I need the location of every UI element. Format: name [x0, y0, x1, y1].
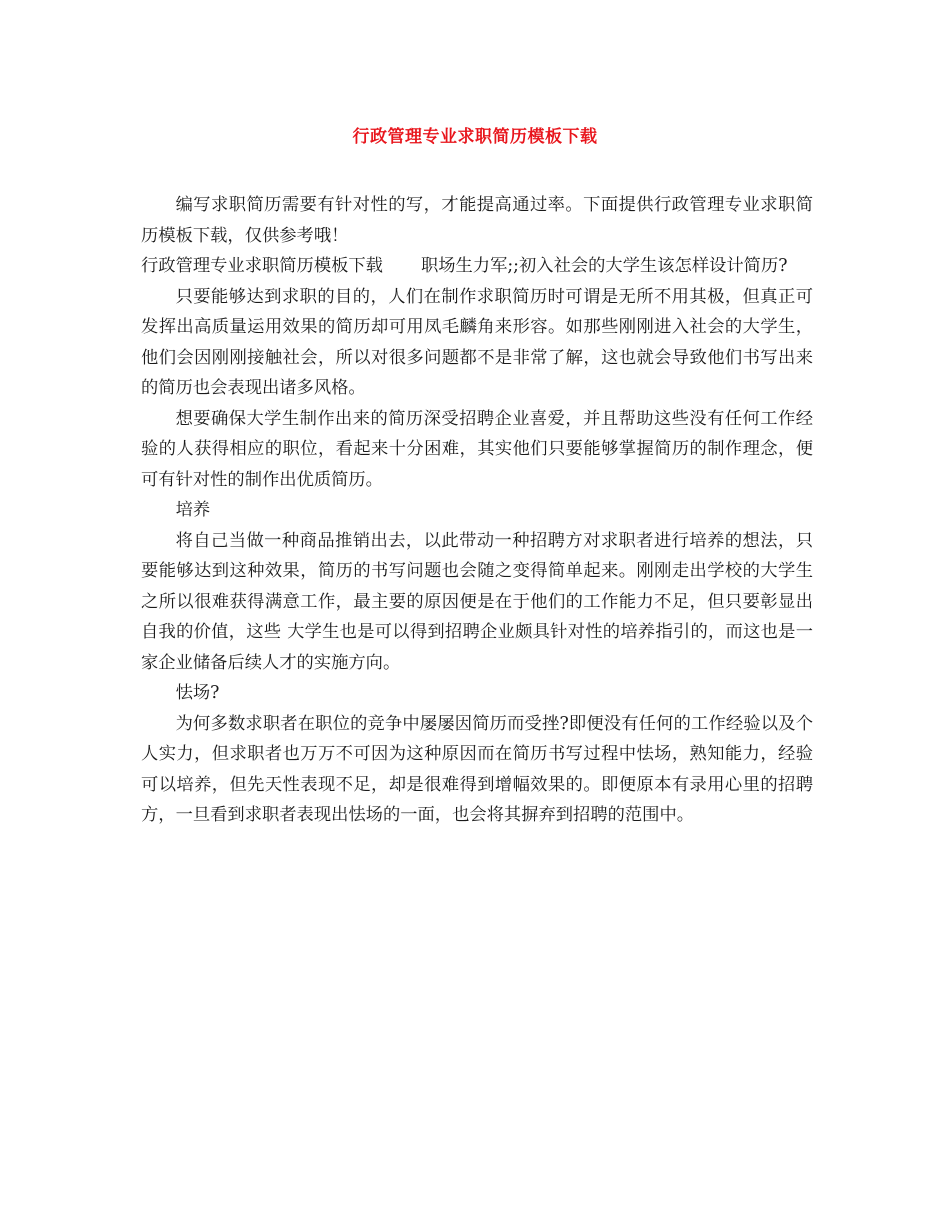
- document-body: [141, 190, 813, 831]
- subtitle-left: 行政管理专业求职简历模板下载: [141, 256, 383, 276]
- subtitle-line: [141, 251, 813, 282]
- paragraph-2: 想要确保大学生制作出来的简历深受招聘企业喜爱，并且帮助这些没有任何工作经验的人获得相应的职位，看起来十分困难，其实他们只要能够掌握简历的制作理念，便可有针对性的制作出优质简历。: [141, 408, 813, 490]
- section-heading-cultivate: 培养: [175, 500, 211, 520]
- paragraph-4: 为何多数求职者在职位的竞争中屡屡因简历而受挫?即便没有任何的工作经验以及个人实力，但求职者也万万不可因为这种原因而在简历书写过程中怯场，熟知能力，经验可以培养，但先天性表现不足，却是很难得到增幅效果的。即便原本有录用心里的招聘方，一旦看到求职者表现出怯场的一面，也会将其摒弃到招聘的范围中。: [141, 713, 813, 825]
- document-title: 行政管理专业求职简历模板下载: [352, 127, 598, 147]
- intro-paragraph: 编写求职简历需要有针对性的写，才能提高通过率。下面提供行政管理专业求职简历模板下载，仅供参考哦！: [141, 195, 813, 246]
- section-heading-stagefright: 怯场?: [175, 683, 220, 703]
- paragraph-3: 将自己当做一种商品推销出去，以此带动一种招聘方对求职者进行培养的想法，只要能够达到这种效果，简历的书写问题也会随之变得简单起来。刚刚走出学校的大学生之所以很难获得满意工作，最主要的原因便是在于他们的工作能力不足，但只要彰显出自我的价值，这些 大学生也是可以得到招聘企业颇具针对性的培养指引的，而这也是一家企业储备后续人才的实施方向。: [141, 530, 813, 673]
- subtitle-right: 职场生力军;;初入社会的大学生该怎样设计简历?: [420, 256, 788, 276]
- paragraph-1: 只要能够达到求职的目的，人们在制作求职简历时可谓是无所不用其极，但真正可发挥出高质量运用效果的简历却可用凤毛麟角来形容。如那些刚刚进入社会的大学生，他们会因刚刚接触社会，所以对很多问题都不是非常了解，这也就会导致他们书写出来的简历也会表现出诸多风格。: [141, 286, 813, 398]
